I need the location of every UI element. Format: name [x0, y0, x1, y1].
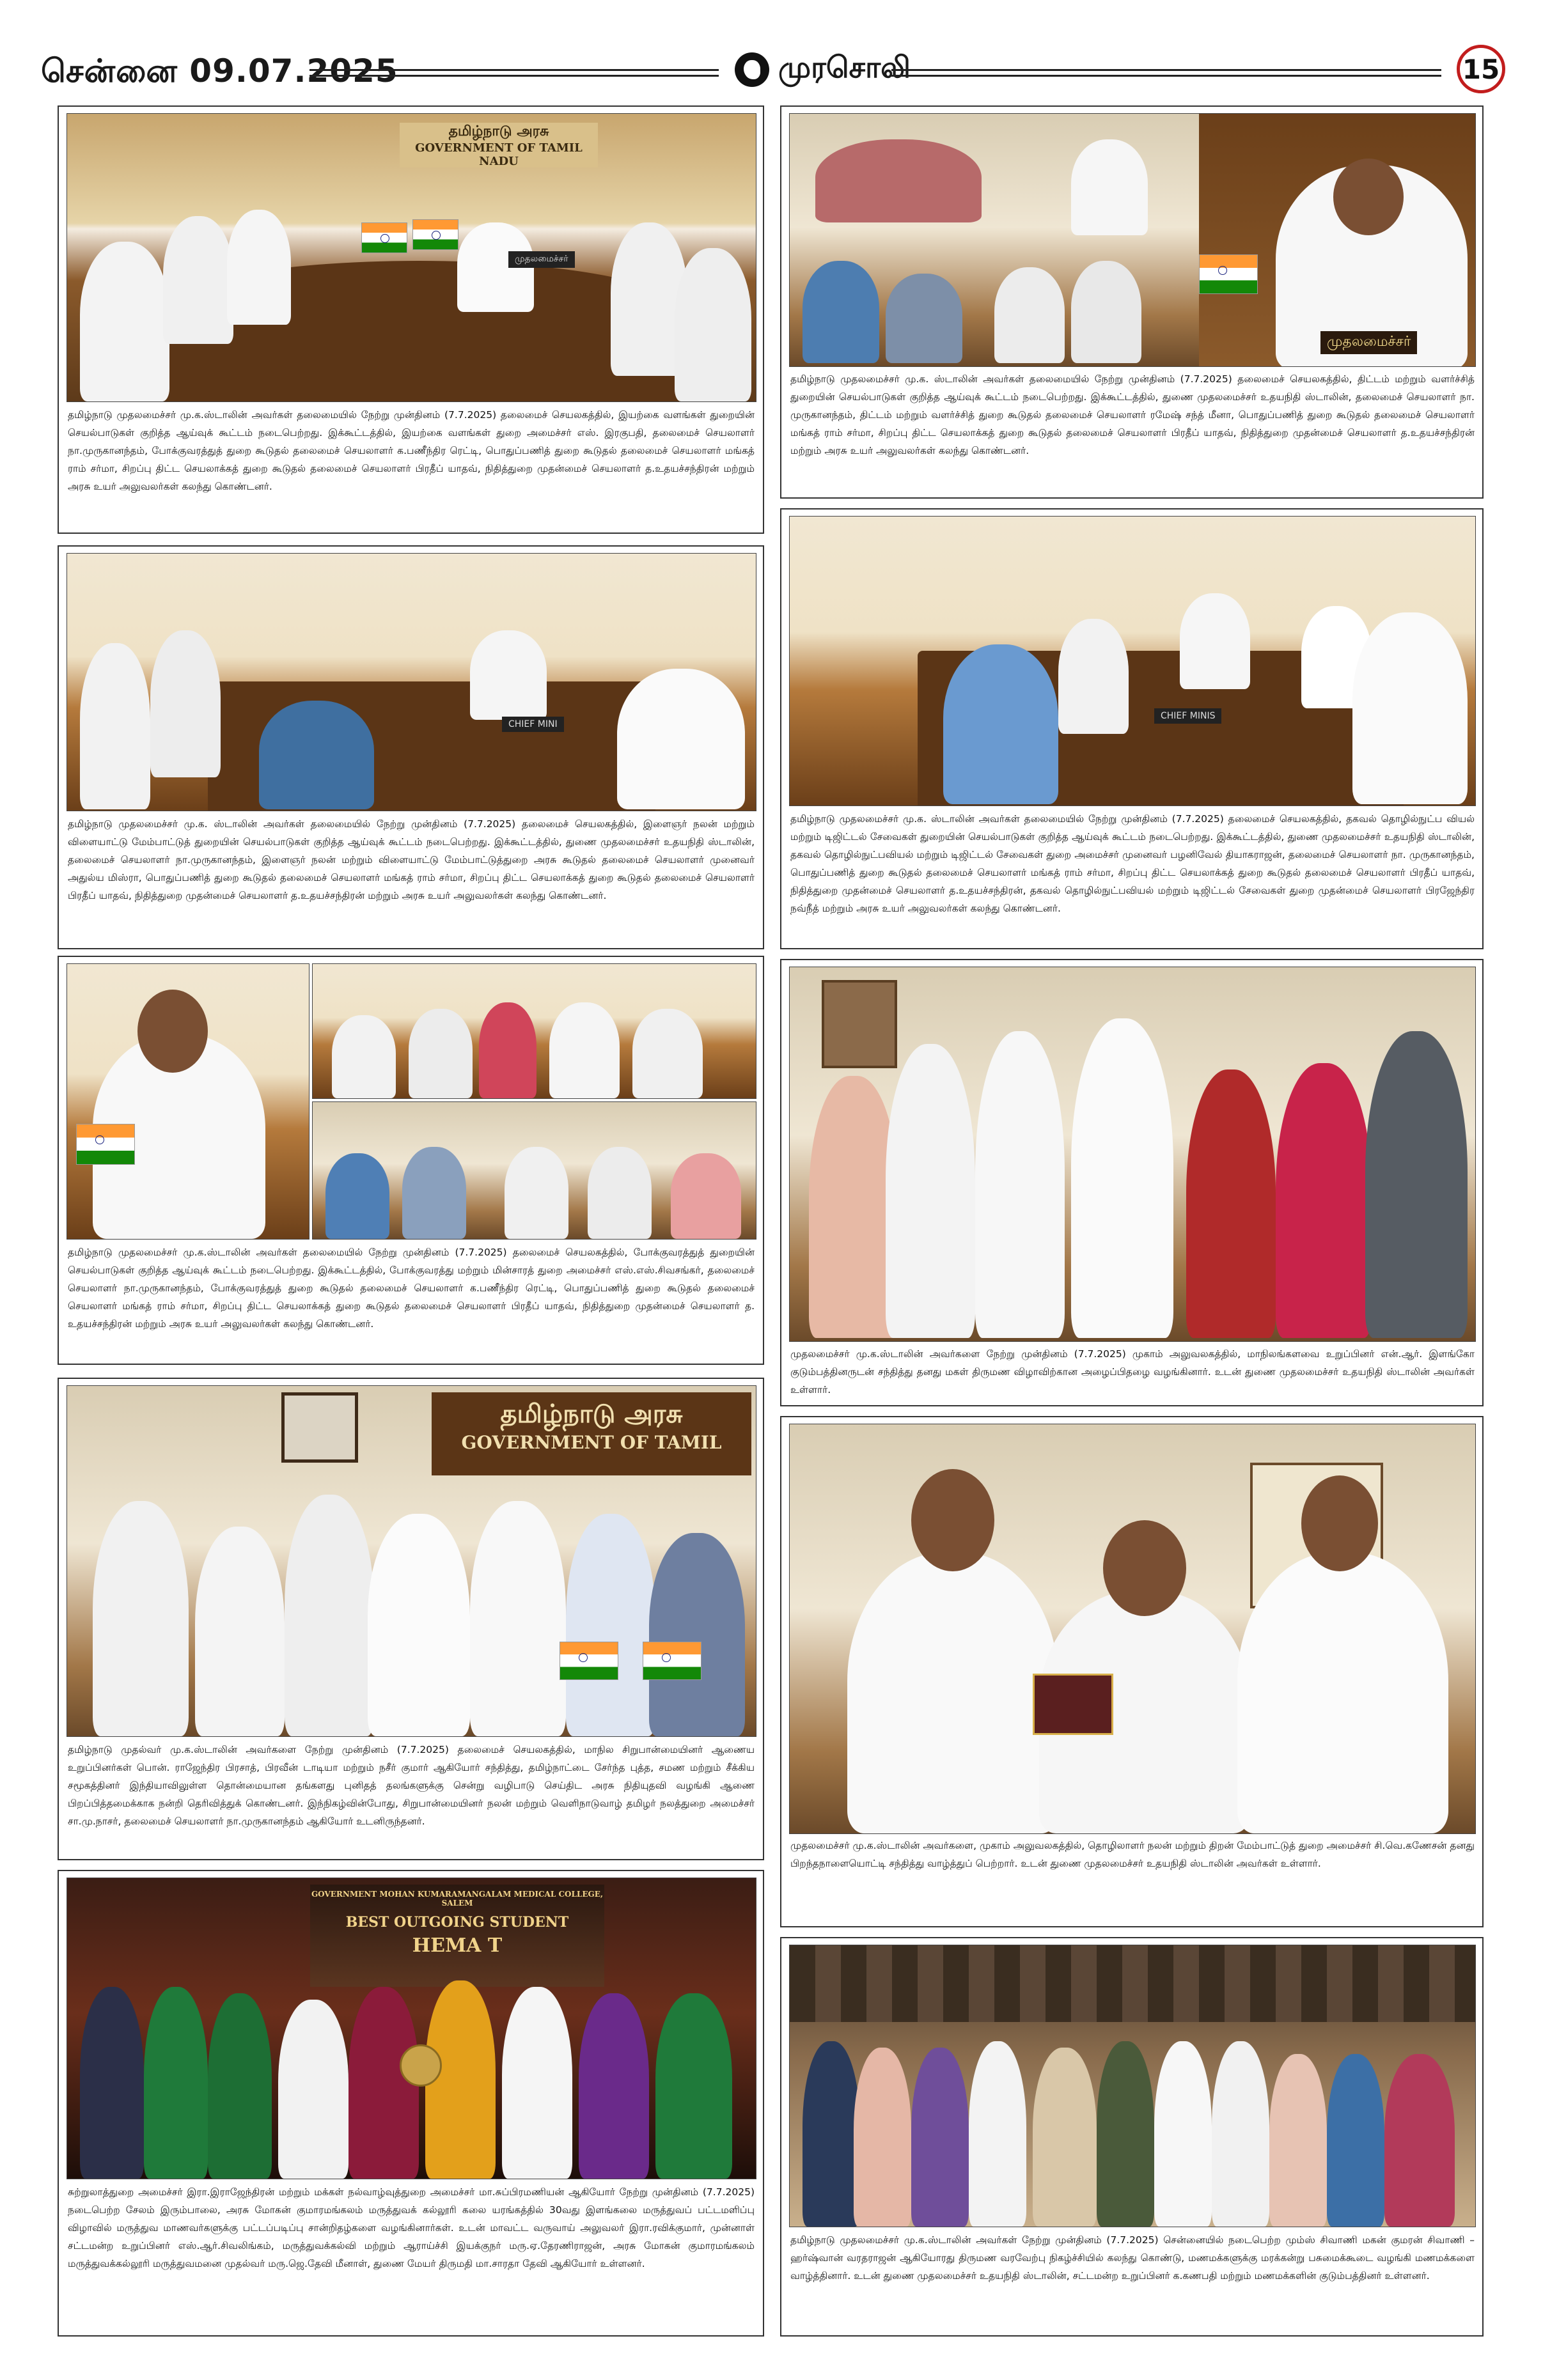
person [325, 1153, 389, 1239]
person [1186, 1069, 1276, 1338]
person [150, 630, 221, 777]
person [93, 1501, 189, 1736]
caption: தமிழ்நாடு முதலமைச்சர் மு.க. ஸ்டாலின் அவர்கள் தலைமையில் நேற்று முன்தினம் (7.7.2025) தலைமைச் செயலகத்தில், இளைஞர் நலன் மற்றும் விளையாட்டு மேம்பாட்டுத் துறையின் செயல்பாடுகள் குறித்த ஆய்வுக் கூட்டம் நடைபெற்றது. இக்கூட்டத்தில், துணை முதலமைச்சர் உதயநிதி ஸ்டாலின், தலைமைச் செயலாளர் நா.முருகானந்தம், இளைஞர் நலன் மற்றும் விளையாட்டு மேம்பாட்டுத்துறை அரசு கூடுதல் தலைமைச் செயலாளர் முனைவர் அதுல்ய மிஸ்ரா, பொதுப்பணித் துறை கூடுதல் தலைமைச் செயலாளர் மங்கத் ராம் சர்மா, சிறப்பு திட்ட செயலாக்கத் துறை கூடுதல் தலைமைச் செயலாளர் பிரதீப் யாதவ், நிதித்துறை முதன்மைச் செயலாளர் த.உதயச்சந்திரன் மற்றும் அரசு உயர் அலுவலர்கள் கலந்து கொண்டனர். [68, 818, 755, 901]
person [502, 1987, 572, 2179]
person [854, 2048, 911, 2227]
header-rule-left [309, 69, 719, 77]
person [1276, 1063, 1372, 1338]
chief-minister [1154, 2041, 1212, 2227]
chief-minister [847, 1552, 1058, 1833]
indian-flag-icon [412, 219, 458, 250]
cm-nameplate: முதலமைச்சர் [1320, 331, 1417, 354]
chief-minister [470, 1501, 566, 1736]
person [1071, 261, 1141, 363]
chief-minister [1071, 1018, 1173, 1338]
person [803, 2041, 860, 2227]
person [579, 1993, 649, 2179]
header-rule-right [891, 69, 1441, 77]
head [911, 1469, 994, 1571]
caption: தமிழ்நாடு முதல்வர் மு.க.ஸ்டாலின் அவர்களை நேற்று முன்தினம் (7.7.2025) தலைமைச் செயலகத்தில், மாநில சிறுபான்மையினர் ஆணைய உறுப்பினர்கள் பொன். ராஜேந்திர பிரசாத், பிரவீன் டாடியா மற்றும் நசீர் குமார் ஆகியோர் சந்தித்து, தமிழ்நாட்டை சேர்ந்த புத்த, சமண மற்றும் சீக்கிய சமூகத்தினர் இந்தியாவிலுள்ள தொன்மையான தங்களது புனிதத் தலங்களுக்கு சென்று வழிபாடு செய்திட அரசு நிதியுதவி வழங்கி ஆணை பிறப்பித்தமைக்காக நன்றி தெரிவித்துக் கொண்டனர். இந்நிகழ்வின்போது, சிறுபான்மையினர் நலன் மற்றும் வெளிநாடுவாழ் தமிழர் நலத்துறை அமைச்சர் சா.மு.நாசர், தலைமைச் செயலாளர் நா.முருகானந்தம் ஆகியோர் உடனிருந்தனர். [68, 1744, 755, 1827]
person [809, 1076, 898, 1338]
caption: தமிழ்நாடு முதலமைச்சர் மு.க.ஸ்டாலின் அவர்கள் தலைமையில் நேற்று முன்தினம் (7.7.2025) தலைமைச் செயலகத்தில், இயற்கை வளங்கள் துறையின் செயல்பாடுகள் குறித்த ஆய்வுக் கூட்டம் நடைபெற்றது. இக்கூட்டத்தில், இயற்கை வளங்கள் துறை அமைச்சர் எஸ். இரகுபதி, தலைமைச் செயலாளர் நா.முருகானந்தம், போக்குவரத்துத் துறை கூடுதல் தலைமைச் செயலாளர் க.பணீந்திர ரெட்டி, பொதுப்பணித் துறை கூடுதல் தலைமைச் செயலாளர் மங்கத் ராம் சர்மா, சிறப்பு திட்ட செயலாக்கத் துறை கூடுதல் தலைமைச் செயலாளர் பிரதீப் யாதவ், நிதித்துறை முதன்மைச் செயலாளர் த.உதயச்சந்திரன் மற்றும் அரசு உயர் அலுவலர்கள் கலந்து கொண்டனர். [68, 409, 755, 492]
person [144, 1987, 208, 2179]
news-item-5 [58, 956, 764, 1365]
person [803, 261, 879, 363]
head [137, 990, 208, 1073]
framed-portrait [822, 980, 897, 1068]
caption: முதலமைச்சர் மு.க.ஸ்டாலின் அவர்களை, முகாம் அலுவலகத்தில், தொழிலாளர் நலன் மற்றும் திறன் மேம்பாட்டுத் துறை அமைச்சர் சி.வெ.கணேசன் தனது பிறந்தநாளையொட்டி சந்தித்து வாழ்த்துப் பெற்றார். உடன் துணை முதலமைச்சர் உதயநிதி ஸ்டாலின் அவர்கள் உள்ளார். [790, 1840, 1475, 1869]
news-item-10 [780, 1937, 1484, 2337]
person [655, 1993, 732, 2179]
head [1333, 159, 1404, 235]
person [671, 1153, 741, 1239]
head [1301, 1475, 1378, 1571]
person [368, 1514, 470, 1736]
person [1071, 139, 1148, 235]
caption: தமிழ்நாடு முதலமைச்சர் மு.க. ஸ்டாலின் அவர்கள் தலைமையில் நேற்று முன்தினம் (7.7.2025) தலைமைச் செயலகத்தில், திட்டம் மற்றும் வளர்ச்சித் துறையின் செயல்பாடுகள் குறித்த ஆய்வுக் கூட்டம் நடைபெற்றது. இக்கூட்டத்தில், துணை முதலமைச்சர் உதயநிதி ஸ்டாலின், தலைமைச் செயலாளர் நா. முருகானந்தம், திட்டம் மற்றும் வளர்ச்சித் துறை கூடுதல் தலைமைச் செயலாளர் ரமேஷ் சந்த் மீனா, பொதுப்பணித் துறை கூடுதல் தலைமைச் செயலாளர் மங்கத் ராம் சர்மா, சிறப்பு திட்ட செயலாக்கத் துறை கூடுதல் தலைமைச் செயலாளர் பிரதீப் யாதவ், நிதித்துறை முதன்மைச் செயலாளர் த.உதயச்சந்திரன் மற்றும் அரசு உயர் அலுவலர்கள் கலந்து கொண்டனர். [790, 373, 1475, 456]
person [163, 216, 233, 344]
person [1352, 612, 1468, 804]
dateline: சென்னை 09.07.2025 [41, 52, 398, 89]
stage-backdrop [790, 1945, 1475, 2022]
person [815, 139, 982, 222]
photo-review-meeting-youth-sports [67, 553, 756, 811]
page-number: 15 [1457, 45, 1505, 93]
indian-flag-icon [1199, 254, 1258, 294]
indian-flag-icon [643, 1642, 701, 1680]
person [886, 1044, 975, 1338]
news-item-1 [58, 105, 764, 534]
person [208, 1993, 272, 2179]
framed-portrait [281, 1392, 358, 1463]
masthead [735, 50, 911, 89]
govt-sign: தமிழ்நாடு அரசு GOVERNMENT OF TAMIL NADU [400, 123, 598, 167]
person [566, 1514, 655, 1736]
person [632, 1009, 703, 1098]
stage-banner: GOVERNMENT MOHAN KUMARAMANGALAM MEDICAL COLLEGE, SALEM BEST OUTGOING STUDENT HEMA T [310, 1885, 604, 1987]
photo-wedding-reception [789, 1945, 1476, 2227]
person [588, 1147, 652, 1239]
indian-flag-icon [560, 1642, 618, 1680]
photo-review-meeting-natural-resources [67, 113, 756, 402]
cm-nameplate: CHIEF MINI [502, 717, 564, 732]
photo-minority-commission [67, 1385, 756, 1737]
news-item-7 [58, 1378, 764, 1860]
person [649, 1533, 745, 1736]
person [969, 2041, 1026, 2227]
person [617, 669, 745, 809]
person [80, 1987, 144, 2179]
person [1327, 2054, 1384, 2227]
photo-graduation-ceremony [67, 1878, 756, 2179]
person [994, 267, 1065, 363]
person [886, 274, 962, 363]
news-item-3 [58, 545, 764, 949]
caption: முதலமைச்சர் மு.க.ஸ்டாலின் அவர்களை நேற்று முன்தினம் (7.7.2025) முகாம் அலுவலகத்தில், மாநிலங்களவை உறுப்பினர் என்.ஆர். இளங்கோ குடும்பத்தினருடன் சந்தித்து தனது மகள் திருமண விழாவிற்கான அழைப்பிதழை வழங்கினார். உடன் துணை முதலமைச்சர் உதயநிதி ஸ்டாலின் அவர்கள் உள்ளார். [790, 1348, 1475, 1396]
person [259, 701, 374, 809]
photo-review-meeting-planning [789, 113, 1476, 367]
person [943, 644, 1058, 804]
news-item-4 [780, 508, 1484, 949]
cm-nameplate: CHIEF MINIS [1154, 708, 1221, 724]
person [1033, 2048, 1097, 2227]
person [195, 1527, 285, 1736]
caption: சுற்றுலாத்துறை அமைச்சர் இரா.இராஜேந்திரன் மற்றும் மக்கள் நல்வாழ்வுத்துறை அமைச்சர் மா.சுப்பிரமணியன் ஆகியோர் நேற்று முன்தினம் (7.7.2025) நடைபெற்ற சேலம் இரும்பாலை, அரசு மோகன் குமாரமங்கலம் மருத்துவக் கல்லூரி கலை யரங்கத்தில் 30வது இளங்கலை மருத்துவப் பட்டமளிப்பு விழாவில் மருத்துவ மாணவர்களுக்கு பட்டப்படிப்பு சான்றிதழ்களை வழங்கினார்கள். உடன் மாவட்ட வருவாய் அலுவலர் இரா.ரவிக்குமார், முன்னாள் சட்டமன்ற உறுப்பினர் எஸ்.ஆர்.சிவலிங்கம், மருத்துவக்கல்வி மற்றும் ஆராய்ச்சி இயக்குநர் மரு.ஏ.தேரணிராஜன், அரசு மோகன் குமாரமங்கலம் மருத்துவக்கல்லூரி மருத்துவமனை முதல்வர் மரு.ஜெ.தேவி மீனாள், துணை மேயர் திருமதி மா.சாரதா தேவி ஆகியோர் உள்ளனர். [68, 2186, 755, 2269]
person [470, 630, 547, 720]
person [1269, 2054, 1327, 2227]
cm-nameplate: முதலமைச்சர் [508, 251, 575, 268]
govt-sign: தமிழ்நாடு அரசு GOVERNMENT OF TAMIL [432, 1392, 751, 1475]
head [1103, 1520, 1186, 1616]
page-header [41, 45, 1505, 102]
person [1237, 1552, 1448, 1833]
person [285, 1495, 374, 1736]
caption: தமிழ்நாடு முதலமைச்சர் மு.க.ஸ்டாலின் அவர்கள் தலைமையில் நேற்று முன்தினம் (7.7.2025) தலைமைச் செயலகத்தில், போக்குவரத்துத் துறையின் செயல்பாடுகள் குறித்த ஆய்வுக் கூட்டம் நடைபெற்றது. இக்கூட்டத்தில், போக்குவரத்து மற்றும் மின்சாரத் துறை அமைச்சர் எஸ்.எஸ்.சிவசங்கர், தலைமைச் செயலாளர் நா.முருகானந்தம், போக்குவரத்துத் துறை கூடுதல் தலைமைச் செயலாளர் க.பணீந்திர ரெட்டி, பொதுப்பணித் துறை கூடுதல் தலைமைச் செயலாளர் மங்கத் ராம் சர்மா, சிறப்பு திட்ட செயலாக்கத் துறை கூடுதல் தலைமைச் செயலாளர் பிரதீப் யாதவ், நிதித்துறை முதன்மைச் செயலாளர் த. உதயச்சந்திரன் மற்றும் அரசு உயர் அலுவலர்கள் கலந்து கொண்டனர். [68, 1247, 755, 1330]
book-gift [1033, 1674, 1113, 1735]
person [1365, 1031, 1468, 1338]
award-plaque [400, 2044, 442, 2087]
photo-cm-portrait [67, 963, 309, 1240]
photo-wedding-invitation [789, 967, 1476, 1342]
person [1384, 2054, 1455, 2227]
photo-birthday-greeting [789, 1424, 1476, 1834]
person [911, 2048, 969, 2227]
person [1212, 2041, 1269, 2227]
news-item-9 [58, 1870, 764, 2337]
person [409, 1009, 473, 1098]
caption: தமிழ்நாடு முதலமைச்சர் மு.க. ஸ்டாலின் அவர்கள் தலைமையில் நேற்று முன்தினம் (7.7.2025) தலைமைச் செயலகத்தில், தகவல் தொழில்நுட்ப வியல் மற்றும் டிஜிட்டல் சேவைகள் துறையின் செயல்பாடுகள் குறித்த ஆய்வுக் கூட்டம் நடைபெற்றது. இக்கூட்டத்தில், துணை முதலமைச்சர் உதயநிதி ஸ்டாலின், தகவல் தொழில்நுட்பவியல் மற்றும் டிஜிட்டல் சேவைகள் துறை அமைச்சர் முனைவர் பழனிவேல் தியாகராஜன், தலைமைச் செயலாளர் நா. முருகானந்தம், பொதுப்பணித் துறை கூடுதல் தலைமைச் செயலாளர் மங்கத் ராம் சர்மா, சிறப்பு திட்ட செயலாக்கத் துறை கூடுதல் தலைமைச் செயலாளர் பிரதீப் யாதவ், நிதித்துறை முதன்மைச் செயலாளர் த.உதயச்சந்திரன், தகவல் தொழில்நுட்பவியல் மற்றும் டிஜிட்டல் சேவைகள் துறை முதன்மைச் செயலாளர் பிரஜேந்திர நவ்நீத் மற்றும் அரசு உயர் அலுவலர்கள் கலந்து கொண்டனர். [790, 813, 1475, 914]
photo-review-meeting-it-digital [789, 516, 1476, 806]
person [675, 248, 751, 401]
person [1180, 593, 1250, 689]
person [332, 1015, 396, 1098]
photo-transport-meeting-top [312, 963, 756, 1099]
news-item-8 [780, 1416, 1484, 1927]
news-item-2 [780, 105, 1484, 499]
sun-rising-icon [735, 52, 769, 87]
person [1058, 619, 1129, 734]
person [975, 1031, 1065, 1338]
person [549, 1002, 620, 1098]
photo-transport-meeting-bottom [312, 1101, 756, 1240]
caption: தமிழ்நாடு முதலமைச்சர் மு.க.ஸ்டாலின் அவர்கள் நேற்று முன்தினம் (7.7.2025) சென்னையில் நடைபெற்ற மும்ஸ் சிவாணி மகன் குமரன் சிவாணி – ஹர்ஷ்வான் வரதராஜன் ஆகியோரது திருமண வரவேற்பு நிகழ்ச்சியில் கலந்து கொண்டு, மணமக்களுக்கு மரக்கன்று பசுமைக்கூடை வழங்கி மணமக்களை வாழ்த்தினார். உடன் துணை முதலமைச்சர் உதயநிதி ஸ்டாலின், சட்டமன்ற உறுப்பினர் க.கணபதி மற்றும் மணமக்களின் குடும்பத்தினர் உள்ளனர். [790, 2234, 1475, 2282]
person [227, 210, 291, 325]
person [402, 1147, 466, 1239]
person [278, 2000, 349, 2179]
person [80, 643, 150, 809]
masthead-title: முரசொலி [778, 50, 911, 84]
person [1097, 2041, 1154, 2227]
person [505, 1147, 568, 1239]
person [479, 1002, 537, 1098]
indian-flag-icon [76, 1124, 135, 1165]
indian-flag-icon [361, 222, 407, 253]
person [80, 242, 169, 401]
news-item-6 [780, 959, 1484, 1406]
